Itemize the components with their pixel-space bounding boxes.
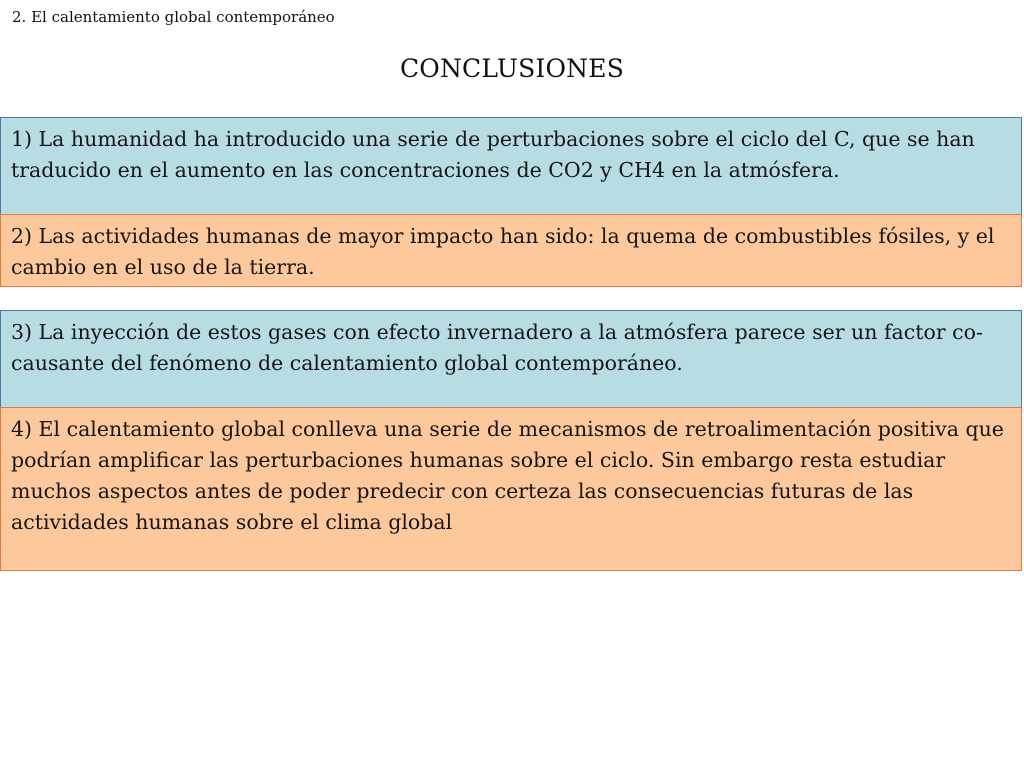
section-label: 2. El calentamiento global contemporáneo [12,8,335,26]
conclusion-2-box: 2) Las actividades humanas de mayor impacto han sido: la quema de combustibles fósiles, y el cambio en el uso de la tierra. [0,214,1022,287]
conclusion-1-box: 1) La humanidad ha introducido una serie de perturbaciones sobre el ciclo del C, que se han traducido en el aumento en las concentraciones de CO2 y CH4 en la atmósfera. [0,117,1022,215]
conclusion-3-box: 3) La inyección de estos gases con efecto invernadero a la atmósfera parece ser un factor co-causante del fenómeno de calentamiento global contemporáneo. [0,310,1022,408]
slide-title: CONCLUSIONES [399,54,625,83]
conclusion-4-box: 4) El calentamiento global conlleva una serie de mecanismos de retroalimentación positiva que podrían amplificar las perturbaciones humanas sobre el ciclo. Sin embargo resta estudiar muchos aspectos antes de poder predecir con certeza las consecuencias futuras de las actividades humanas sobre el clima global [0,407,1022,571]
